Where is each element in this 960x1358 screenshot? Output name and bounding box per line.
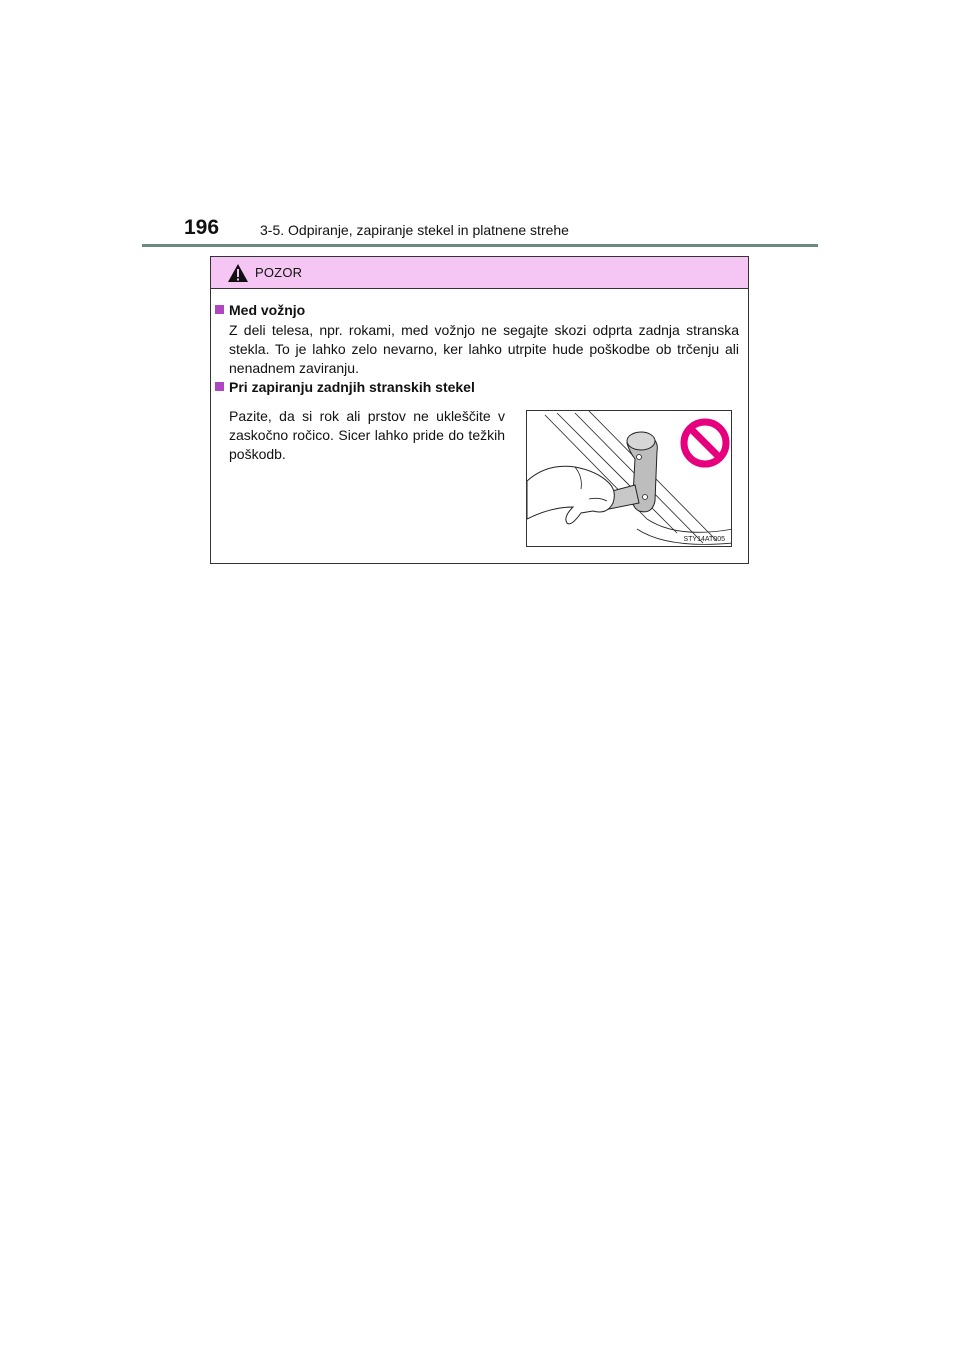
warning-item-heading: Pri zapiranju zadnjih stranskih stekel	[215, 379, 475, 395]
page-number: 196	[184, 216, 220, 239]
header-rule	[142, 244, 818, 247]
warning-item-text: Z deli telesa, npr. rokami, med vožnjo ne segajte skozi odprta zadnja stranska stekla. To je lahko zelo nevarno, ker lahko utrpite hude poškodbe ob trčenju ali nenadnem zaviranju.	[229, 322, 739, 376]
warning-title: POZOR	[255, 265, 303, 280]
warning-item-heading: Med vožnjo	[215, 302, 305, 318]
warning-box	[210, 256, 749, 564]
section-title: 3-5. Odpiranje, zapiranje stekel in platnene strehe	[260, 222, 569, 238]
figure-code: STY14AT005	[683, 536, 725, 543]
warning-triangle-icon	[227, 263, 249, 283]
page-header	[184, 216, 824, 246]
bullet-square-icon	[215, 382, 224, 391]
hand-lever-illustration	[527, 411, 732, 547]
warning-item-text: Pazite, da si rok ali prstov ne ukleščite v zaskočno ročico. Sicer lahko pride do težkih poškodb.	[229, 408, 505, 462]
warning-header	[211, 257, 748, 289]
illustration-figure	[526, 410, 732, 547]
prohibition-icon	[684, 422, 726, 464]
bullet-square-icon	[215, 305, 224, 314]
